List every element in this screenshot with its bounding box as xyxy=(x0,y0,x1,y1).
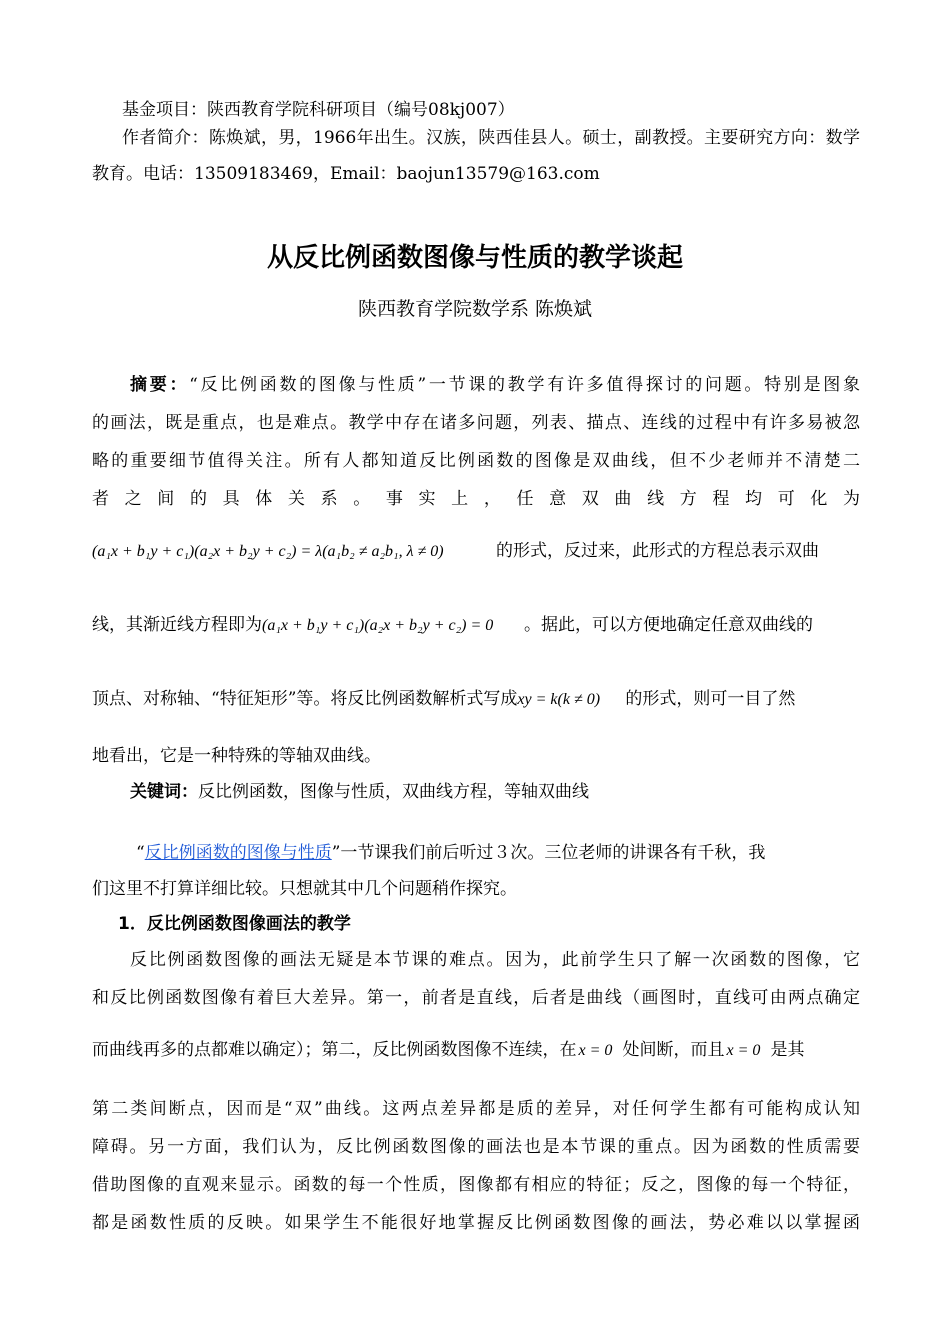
section-1-line-4: 第二类间断点，因而是“双”曲线。这两点差异都是质的差异，对任何学生都有可能构成认知 xyxy=(92,1099,860,1119)
abstract-line-7 xyxy=(92,688,795,711)
section-1-heading: 1．反比例函数图像画法的教学 xyxy=(118,914,351,934)
keywords-label: 关键词： xyxy=(130,782,198,802)
intro-line-1 xyxy=(136,842,765,864)
abstract-text-6a: 线，其渐近线方程即为 xyxy=(92,615,262,635)
author-bio-line-2: 教育。电话：13509183469，Email：baojun13579@163.com xyxy=(92,164,600,184)
abstract-line-3: 略的重要细节值得关注。所有人都知道反比例函数的图像是双曲线，但不少老师并不清楚二 xyxy=(92,451,860,471)
abstract-line-1 xyxy=(130,374,860,396)
abstract-line-6 xyxy=(92,614,813,637)
section-1-line-2: 和反比例函数图像有着巨大差异。第一，前者是直线，后者是曲线（画图时，直线可由两点确定 xyxy=(92,988,860,1008)
paper-author: 陕西教育学院数学系 陈焕斌 xyxy=(357,298,593,320)
intro-line-2: 们这里不打算详细比较。只想就其中几个问题稍作探究。 xyxy=(92,879,517,899)
intro-quote: “ xyxy=(136,843,145,863)
paper-title: 从反比例函数图像与性质的教学谈起 xyxy=(266,243,683,273)
x-zero-formula-2: x = 0 xyxy=(726,1041,761,1059)
author-bio-line-1: 作者简介：陈焕斌，男，1966年出生。汉族，陕西佳县人。硕士，副教授。主要研究方向：数学 xyxy=(122,128,860,148)
inverse-proportion-formula: xy = k(k ≠ 0) xyxy=(517,690,601,708)
section-1-line-3 xyxy=(92,1039,805,1062)
intro-text-1: ”一节课我们前后听过３次。三位老师的讲课各有千秋，我 xyxy=(331,843,766,863)
section-1-line-7: 都是函数性质的反映。如果学生不能很好地掌握反比例函数图像的画法，势必难以以掌握函 xyxy=(92,1213,860,1233)
section-1-line-6: 借助图像的直观来显示。函数的每一个性质，图像都有相应的特征；反之，图像的每一个特征， xyxy=(92,1175,860,1195)
abstract-text-7b: 的形式，则可一目了然 xyxy=(625,689,796,709)
section-1-text-3a: 而曲线再多的点都难以确定）；第二，反比例函数图像不连续，在 xyxy=(92,1040,577,1060)
keywords-line xyxy=(130,781,589,803)
abstract-text-5: 的形式，反过来，此形式的方程总表示双曲 xyxy=(496,541,819,561)
abstract-line-8: 地看出，它是一种特殊的等轴双曲线。 xyxy=(92,746,381,766)
section-1-line-1: 反比例函数图像的画法无疑是本节课的难点。因为，此前学生只了解一次函数的图像，它 xyxy=(130,950,860,970)
abstract-line-5 xyxy=(92,540,819,563)
hyperbola-formula: (a₁x + b₁y + c₁)(a₂x + b₂y + c₂) = λ(a₁b₂ ≠ a₂b₁, λ ≠ 0) xyxy=(92,542,444,560)
keywords-text: 反比例函数，图像与性质，双曲线方程，等轴双曲线 xyxy=(198,782,589,802)
abstract-text-1: “反比例函数的图像与性质”一节课的教学有许多值得探讨的问题。特别是图象 xyxy=(189,375,861,395)
fund-note: 基金项目：陕西教育学院科研项目（编号08kj007） xyxy=(122,100,515,120)
abstract-line-2: 的画法，既是重点，也是难点。教学中存在诸多问题，列表、描点、连线的过程中有许多易被忽 xyxy=(92,413,860,433)
abstract-line-4: 者之间的具体关系。事实上，任意双曲线方程均可化为 xyxy=(92,489,860,509)
abstract-text-7a: 顶点、对称轴、“特征矩形”等。将反比例函数解析式写成 xyxy=(92,689,518,709)
section-1-line-5: 障碍。另一方面，我们认为，反比例函数图像的画法也是本节课的重点。因为函数的性质需要 xyxy=(92,1137,860,1157)
abstract-label: 摘要： xyxy=(130,375,190,395)
section-1-text-3b: 处间断，而且 xyxy=(622,1040,725,1060)
section-1-text-3c: 是其 xyxy=(770,1040,805,1060)
x-zero-formula-1: x = 0 xyxy=(578,1041,613,1059)
abstract-text-6b: 。据此，可以方便地确定任意双曲线的 xyxy=(524,615,813,635)
asymptote-formula: (a₁x + b₁y + c₁)(a₂x + b₂y + c₂) = 0 xyxy=(262,616,494,634)
reference-link[interactable]: 反比例函数的图像与性质 xyxy=(144,843,332,863)
